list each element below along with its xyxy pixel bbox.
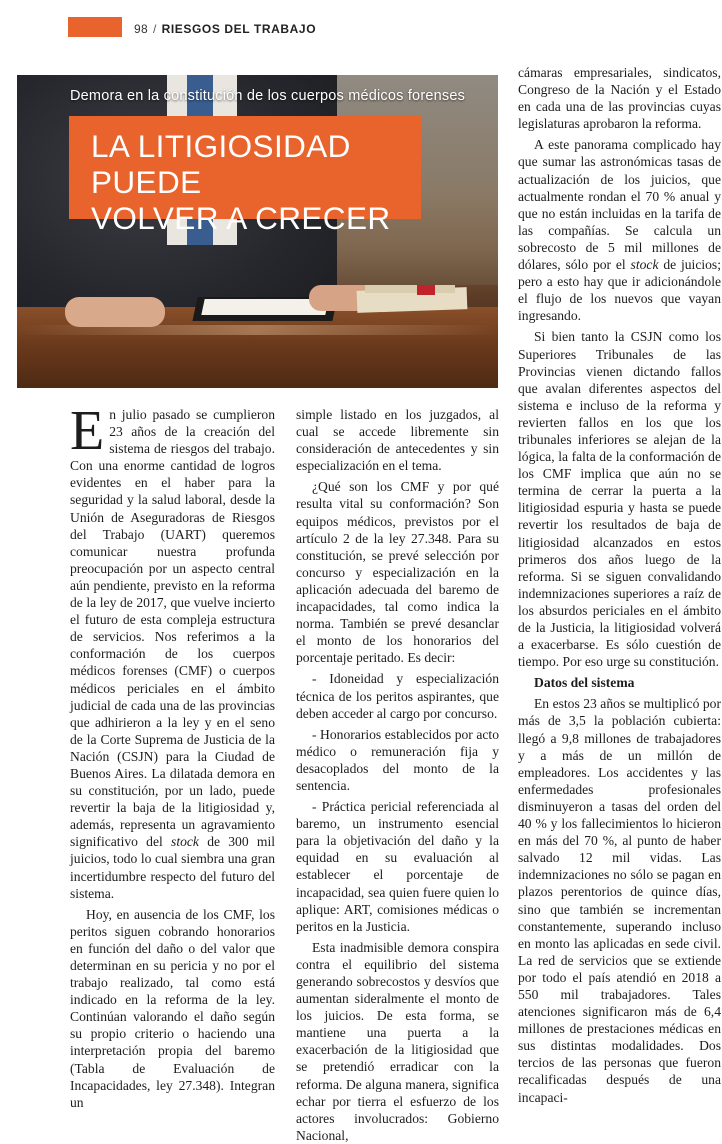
list-item: - Idoneidad y especialización técnica de los peritos aspirantes, que deben acceder al cargo por concurso. [296,671,499,721]
paragraph-text: de juicios; pero a esto hay que ir adicionándole el flujo de los nuevos que vayan ingresando. [518,257,721,324]
paragraph-text: n julio pasado se cumplieron 23 años de la creación del sistema de riesgos del trabajo. Con una enorme cantidad de logros evidentes en el haber para la seguridad y la salud laboral, desde la Unión de Aseguradoras de Riesgos del Trabajo (UART) queremos comunicar nuestra profunda preocupación por un aspecto central aún pendiente, previsto en la reforma de la ley de 2017, que vuelve incierto el futuro de esta compleja estructura de servicios. Nos referimos a la conformación de los cuerpos médicos forenses (CMF) o cuerpos médicos periciales en el ámbito judicial de cada una de las provincias que adhirieron a la ley y en el seno de la Corte Suprema de Justicia de la Nación (CSJN) para la Ciudad de Buenos Aires. La dilatada demora en su constitución, por un lado, puede revertir la baja de la litigiosidad y, además, representa un agravamiento significativo del [70,407,275,850]
article-column-1 [70,400,275,1111]
list-item: - Honorarios establecidos por acto médico o remuneración fija y desacoplados del monto de la sentencia. [296,726,499,793]
paragraph: simple listado en los juzgados, al cual se accede libremente sin consideración de antecedentes y sin especialización en el tema. [296,407,499,474]
page-number: 98 [134,22,148,36]
paragraph: Hoy, en ausencia de los CMF, los peritos siguen cobrando honorarios en función del daño o del valor que determinan en su pericia y no por el trabajo realizado, tal como está indicado en la reforma de la ley. Continúan valorando el daño según su propio criterio o haciendo una interpretación propia del baremo (Tabla de Evaluación de Incapacidades, ley 27.348). Integran un [70,906,275,1110]
paragraph: Si bien tanto la CSJN como los Superiores Tribunales de las Provincias vienen dictando fallos que avalan diferentes aspectos del sistema e incluso de la reforma y revierten fallos en los que los tribunales inferiores se alejan de la lógica, la falta de la conformación de los CMF implica que aún no se termina de cerrar la puerta a la litigiosidad espuria y hasta se puede revertir los resultados de baja de litigiosidad alcanzados en estos primeros dos años luego de la reforma. Si se siguen convalidando indemnizaciones superiores a raíz de los absurdos periciales en el ámbito de la Justicia, la litigiosidad volverá a exacerbarse. Es sólo cuestión de tiempo. Por eso urge su constitución. [518,329,721,670]
article-column-3 [518,64,721,1106]
emphasis-stock: stock [630,257,659,273]
photo-paper-stack-top [365,285,455,293]
list-item: - Práctica pericial referenciada al baremo, un instrumento esencial para la objetivación del daño y la equidad en su evaluación al establecer el porcentaje de incapacidad, sea quien fuere quien lo aplique: ART, comisiones médicas o peritos en la Justicia. [296,799,499,934]
emphasis-stock: stock [171,834,199,850]
section-title: RIESGOS DEL TRABAJO [161,22,317,36]
paragraph-text: A este panorama complicado hay que sumar las astronómicas tasas de actualización de los juicios, que actualmente rondan el 70 % anual y que no están incluidas en la tarifa de las compañías. Se calcula un sobrecosto de 5 mil millones de dólares, sólo por el [518,137,721,273]
article-kicker: Demora en la constitución de los cuerpos médicos forenses [70,88,466,104]
paragraph: Esta inadmisible demora conspira contra el equilibrio del sistema generando sobrecostos y desvíos que aumentan sideralmente el monto de los juicios. De esta forma, se mantiene una puerta a la exacerbación de la litigiosidad que se pretendió erradicar con la reforma. De alguna manera, significa echar por tierra el esfuerzo de los actores involucrados: Gobierno Nacional, [296,939,499,1143]
paragraph: En estos 23 años se multiplicó por más de 3,5 la población cubierta: llegó a 9,8 millones de trabajadores y a más de un millón de empleadores. Los accidentes y las enfermedades profesionales disminuyeron a tasas del orden del 40 % y los fallecimientos lo hicieron en más del 70 %, al punto de haber salvado 12 mil vidas. Las indemnizaciones no sólo se pagan en plazos perentorios de quince días, sino que también se incrementan constantemente, superando incluso en monto las aplicadas en sede civil. La red de servicios que se extiende por todo el país atendió en 2018 a 550 mil trabajadores. Tales atenciones significaron más de 6,4 millones de prestaciones médicas en sus distintas modalidades. Dos tercios de las personas que fueron recalificadas después de una incapaci- [518,696,721,1105]
subheading: Datos del sistema [534,675,635,691]
photo-red-ribbon [417,285,435,295]
paragraph [518,136,721,324]
article-headline: LA LITIGIOSIDAD PUEDE VOLVER A CRECER [91,128,391,236]
drop-cap: E [70,400,105,462]
article-column-2 [296,406,499,1144]
section-color-tab [68,17,122,37]
paragraph-text: de 300 mil juicios, todo lo cual siembra una gran incertidumbre respecto del futuro del sistema. [70,834,275,901]
headline-box [69,116,421,236]
paragraph: ¿Qué son los CMF y por qué resulta vital su conformación? Son equipos médicos, previstos por el artículo 2 de la ley 27.348. Para su constitución, se prevé selección por concurso y especialización en la aplicación adecuada del baremo de incapacidades, tal como indica la norma. También se prevé desanclar el monto de los honorarios del porcentaje peritado. Es decir: [296,479,499,666]
page-header [0,0,722,52]
photo-left-hand [65,297,165,327]
paragraph: cámaras empresariales, sindicatos, Congreso de la Nación y el Estado en cada una de las provincias cuyas legislaturas aprobaron la reforma. [518,65,721,132]
running-head-separator: / [152,22,157,36]
running-head [134,22,316,36]
paragraph [70,400,275,902]
